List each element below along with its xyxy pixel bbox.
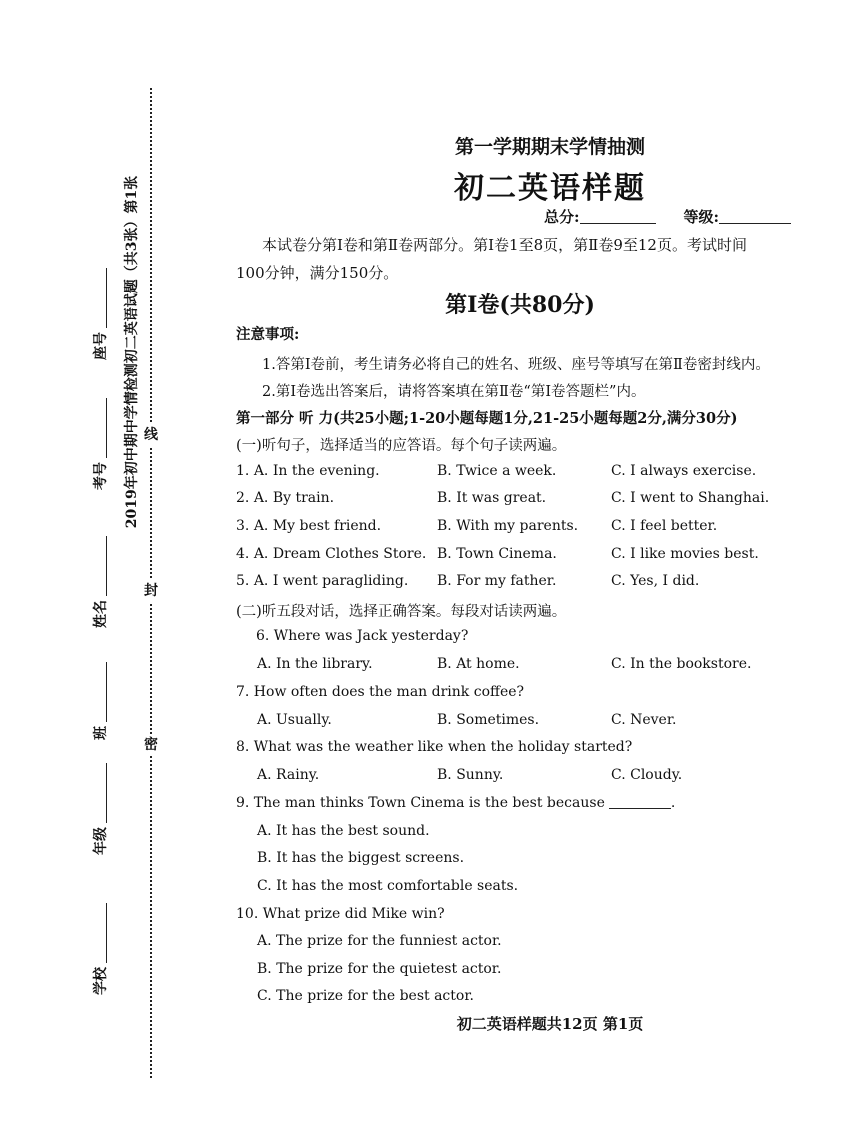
grade-blank (719, 223, 791, 224)
field-seat-number-label: 座号 (93, 332, 109, 360)
option-c: C. It has the most comfortable seats. (257, 878, 519, 894)
option-c: C. In the bookstore. (611, 656, 752, 672)
option-a: A. My best friend. (253, 518, 382, 534)
question-number: 3. (236, 518, 250, 534)
option-c: C. The prize for the best actor. (257, 988, 474, 1004)
option-b: B. At home. (437, 656, 520, 672)
option-b: B. Twice a week. (437, 463, 557, 479)
exam-title: 初二英语样题 (454, 171, 646, 206)
option-a: A. By train. (253, 490, 335, 506)
question-9-text: 9. The man thinks Town Cinema is the best because (236, 795, 605, 811)
seal-mark-line: 线 (141, 424, 161, 446)
option-c: C. Yes, I did. (611, 573, 700, 589)
question-8: 8. What was the weather like when the holiday started? (236, 739, 633, 755)
option-a: A. Usually. (257, 712, 332, 728)
option-b: B. It was great. (437, 490, 547, 506)
option-b: B. For my father. (437, 573, 557, 589)
field-class-label: 班 (93, 726, 109, 740)
part1-heading: 第一部分 听 力(共25小题;1-20小题每题1分,21-25小题每题2分,满分30分) (236, 410, 738, 427)
answer-blank (609, 808, 671, 809)
question-row (236, 573, 408, 589)
field-school-label: 学校 (93, 967, 109, 995)
option-c: C. Never. (611, 712, 677, 728)
total-score-blank (580, 223, 656, 224)
question-9: 9. The man thinks Town Cinema is the best because . (236, 795, 676, 811)
option-c: C. I went to Shanghai. (611, 490, 770, 506)
option-c: C. I like movies best. (611, 546, 759, 562)
grade-label: 等级: (683, 208, 720, 226)
question-row (236, 546, 426, 562)
question-6: 6. Where was Jack yesterday? (256, 628, 469, 644)
field-exam-number (90, 430, 110, 490)
option-c: C. I always exercise. (611, 463, 757, 479)
question-number: 2. (236, 490, 250, 506)
question-number: 1. (236, 463, 250, 479)
option-a: A. Dream Clothes Store. (253, 546, 427, 562)
field-name-label: 姓名 (93, 600, 109, 628)
question-row (236, 518, 381, 534)
option-a: A. I went paragliding. (253, 573, 409, 589)
total-score-label: 总分: (544, 208, 580, 226)
option-a: A. In the library. (257, 656, 373, 672)
question-number: 5. (236, 573, 250, 589)
field-class (90, 680, 110, 740)
option-c: C. Cloudy. (611, 767, 683, 783)
field-school (90, 935, 110, 995)
exam-code-vertical: 2019年初中期中学情检测初二英语试题（共3张）第1张 (124, 175, 140, 529)
option-c: C. I feel better. (611, 518, 718, 534)
option-b: B. It has the biggest screens. (257, 850, 465, 866)
option-b: B. With my parents. (437, 518, 579, 534)
field-exam-number-label: 考号 (93, 462, 109, 490)
field-seat-number (90, 300, 110, 360)
note-2: 2.第Ⅰ卷选出答案后，请将答案填在第Ⅱ卷“第Ⅰ卷答题栏”内。 (262, 384, 646, 400)
option-a: A. It has the best sound. (257, 823, 430, 839)
option-b: B. Sunny. (437, 767, 504, 783)
seal-mark-secret: 密 (141, 734, 161, 756)
part1-subheading-1: (一)听句子，选择适当的应答语。每个句子读两遍。 (236, 438, 567, 454)
score-row (544, 206, 791, 227)
option-a: A. In the evening. (253, 463, 380, 479)
field-grade-label: 年级 (93, 827, 109, 855)
option-a: A. Rainy. (257, 767, 320, 783)
intro-line-2: 100分钟，满分150分。 (236, 264, 399, 282)
question-7: 7. How often does the man drink coffee? (236, 684, 525, 700)
part1-subheading-2: (二)听五段对话，选择正确答案。每段对话读两遍。 (236, 604, 567, 620)
note-1: 1.答第Ⅰ卷前，考生请务必将自己的姓名、班级、座号等填写在第Ⅱ卷密封线内。 (262, 357, 770, 373)
option-b: B. The prize for the quietest actor. (257, 961, 502, 977)
question-row (236, 463, 380, 479)
question-10: 10. What prize did Mike win? (236, 906, 445, 922)
option-b: B. Town Cinema. (437, 546, 557, 562)
field-grade (90, 795, 110, 855)
option-a: A. The prize for the funniest actor. (257, 933, 502, 949)
option-b: B. Sometimes. (437, 712, 540, 728)
notes-label: 注意事项: (236, 326, 300, 343)
question-row (236, 490, 334, 506)
page-footer: 初二英语样题共12页 第1页 (456, 1015, 644, 1033)
exam-subtitle: 第一学期期末学情抽测 (454, 136, 645, 158)
field-name (90, 568, 110, 628)
question-number: 4. (236, 546, 250, 562)
seal-mark-seal: 封 (141, 580, 161, 602)
intro-line-1: 本试卷分第Ⅰ卷和第Ⅱ卷两部分。第Ⅰ卷1至8页，第Ⅱ卷9至12页。考试时间 (262, 236, 747, 254)
section-title: 第Ⅰ卷(共80分) (445, 292, 595, 318)
